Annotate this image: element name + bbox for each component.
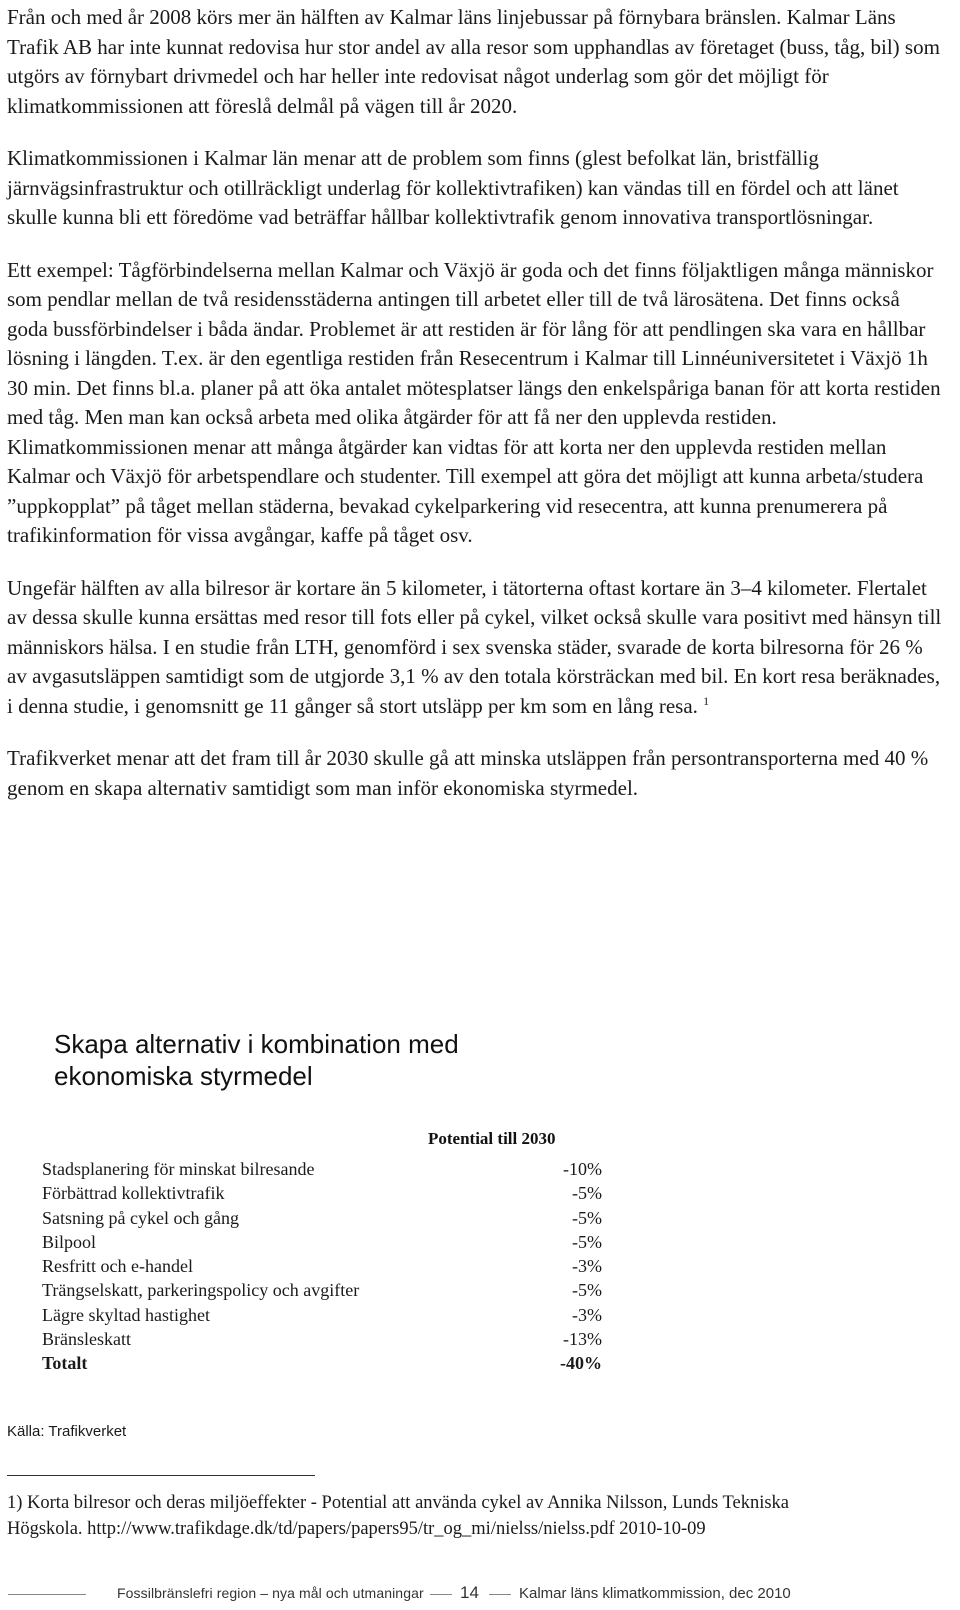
footnote-reference: 1 [703,693,710,708]
footer-rule-page-left [430,1594,452,1595]
table-row [42,1206,602,1230]
total-value: -40% [560,1353,602,1374]
table-row [42,1157,602,1181]
total-label: Totalt [42,1353,88,1374]
potential-table-figure [40,1015,620,1375]
figure-title-line-1: Skapa alternativ i kombination med [54,1029,459,1059]
table-row [42,1303,602,1327]
footnote-line-2: Högskola. http://www.trafikdage.dk/td/papers/papers95/tr_og_mi/nielss/nielss.pdf 2010-10-09 [7,1519,706,1539]
table-row [42,1181,602,1205]
figure-title-line-2: ekonomiska styrmedel [54,1061,313,1091]
table-row [42,1278,602,1302]
paragraph-commission-view: Klimatkommissionen i Kalmar län menar att de problem som finns (glest befolkat län, bristfällig järnvägsinfrastruktur och otillräckligt underlag för kollektivtrafiken) kan vändas till en fördel och att länet skulle kunna bli ett föredöme vad beträffar hållbar kollektivtrafik genom innovativa transportlösningar. [7,146,899,229]
row-label: Stadsplanering för minskat bilresande [42,1159,315,1179]
page-number: 14 [460,1583,479,1602]
row-label: Lägre skyltad hastighet [42,1304,210,1325]
paragraph-trafikverket: Trafikverket menar att det fram till år 2030 skulle gå att minska utsläppen från persontransporterna med 40 % genom en skapa alternativ samtidigt som man inför ekonomiska styrmedel. [7,746,929,800]
table-total-row [42,1351,602,1375]
paragraph-renewable-buses: Från och med år 2008 körs mer än hälften av Kalmar läns linjebussar på förnybara bränslen. Kalmar Läns Trafik AB har inte kunnat redovisa hur stor andel av alla resor som upphandlas av företaget (buss, tåg, bil) som utgörs av förnybart drivmedel och har heller inte redovisat något underlag som gör det möjligt för klimatkommissionen att föreslå delmål på vägen till år 2020. [7,5,940,118]
paragraph-short-car-trips-text: Ungefär hälften av alla bilresor är kortare än 5 kilometer, i tätorterna oftast kortare än 3–4 kilometer. Flertalet av dessa skulle kunna ersättas med resor till fots eller på cykel, vilket också skulle vara positivt med hänsyn till människors hälsa. I en studie från LTH, genomförd i sex svenska städer, svarade de korta bilresorna för 26 % av avgasutsläppen samtidigt som de utgjorde 3,1 % av den totala körsträckan med bil. En kort resa beräknades, i denna studie, i genomsnitt ge 11 gånger så stort utsläpp per km som en lång resa. [7,575,942,718]
row-label: Bilpool [42,1231,97,1252]
figure-title [54,1028,614,1092]
footnote-line-1: 1) Korta bilresor och deras miljöeffekter - Potential att använda cykel av Annika Nilsson, Lunds Tekniska [7,1493,790,1513]
footnote [7,1490,947,1542]
table-row [42,1230,602,1254]
row-value: -5% [572,1231,602,1252]
row-value: -10% [563,1159,602,1179]
footer-publication-title: Fossilbränslefri region – nya mål och utmaningar [117,1585,424,1601]
row-label: Förbättrad kollektivtrafik [42,1183,225,1204]
table-row [42,1327,602,1351]
paragraph-short-car-trips [7,574,943,722]
potential-column-header: Potential till 2030 [428,1129,556,1148]
source-caption: Källa: Trafikverket [7,1423,127,1440]
row-value: -13% [563,1329,602,1350]
table-row [42,1254,602,1278]
page-footer [0,1582,960,1606]
row-value: -5% [572,1207,602,1228]
body-text [7,3,943,826]
row-label: Bränsleskatt [42,1329,131,1350]
row-label: Satsning på cykel och gång [42,1207,239,1228]
footer-organization: Kalmar läns klimatkommission, dec 2010 [519,1585,791,1602]
row-value: -5% [572,1183,602,1204]
footnote-divider [7,1475,315,1476]
row-label: Resfritt och e-handel [42,1256,193,1277]
row-value: -3% [572,1304,602,1325]
row-value: -3% [572,1256,602,1277]
row-value: -5% [572,1280,602,1301]
footer-rule-left [8,1594,86,1595]
footer-rule-page-right [489,1594,511,1595]
row-label: Trängselskatt, parkeringspolicy och avgifter [42,1280,360,1301]
potential-table [42,1157,602,1376]
paragraph-kalmar-vaxjo-example: Ett exempel: Tågförbindelserna mellan Kalmar och Växjö är goda och det finns följaktligen många människor som pendlar mellan de två residensstäderna antingen till arbetet eller till de två lärosätena. Det finns också goda bussförbindelser i båda ändar. Problemet är att restiden är för lång för att pendlingen ska vara en hållbar lösning i längden. T.ex. är den egentliga restiden från Resecentrum i Kalmar till Linnéuniversitetet i Växjö 1h 30 min. Det finns bl.a. planer på att öka antalet mötesplatser längs den enkelspåriga banan för att korta restiden med tåg. Men man kan också arbeta med olika åtgärder för att få ner den upplevda restiden. Klimatkommissionen menar att många åtgärder kan vidtas för att korta ner den upplevda restiden mellan Kalmar och Växjö för arbetspendlare och studenter. Till exempel att göra det möjligt att kunna arbeta/studera ”uppkopplat” på tåget mellan städerna, bevakad cykelparkering vid resecentra, att kunna prenumerera på trafikinformation för vissa avgångar, kaffe på tåget osv. [7,257,941,547]
